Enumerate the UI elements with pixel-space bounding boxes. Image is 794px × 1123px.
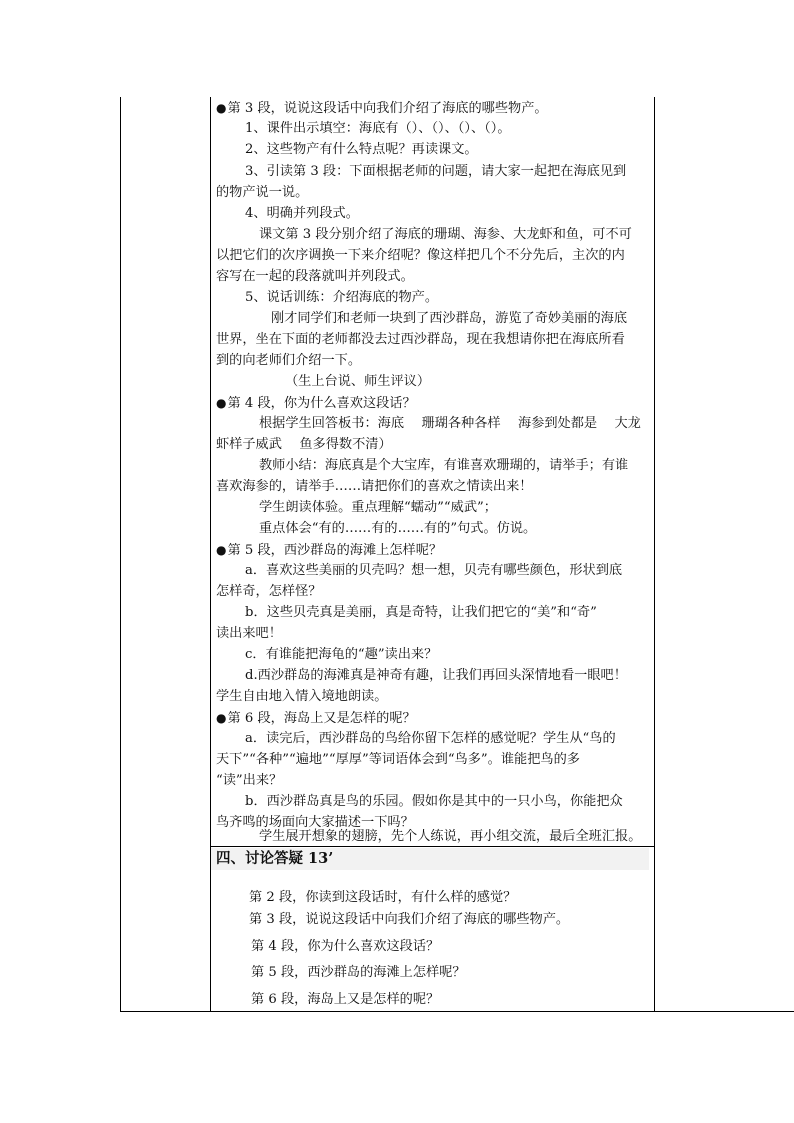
text-line: 课文第 3 段分别介绍了海底的珊瑚、海参、大龙虾和鱼，可不可 (259, 227, 632, 242)
text-line: a．喜欢这些美丽的贝壳吗？想一想，贝壳有哪些颜色，形状到底 (245, 563, 623, 578)
discussion-item: 第 2 段，你读到这段话时，有什么样的感觉？ (249, 890, 517, 905)
table-border-bottom (120, 1011, 794, 1012)
text-line: 学生展开想象的翅膀，先个人练说，再小组交流，最后全班汇报。 (259, 829, 642, 844)
section-title: 四、讨论答疑 13’ (216, 850, 334, 867)
text-line: b．这些贝壳真是美丽，真是奇特，让我们把它的“美”和“奇” (245, 605, 597, 620)
text-line: 刚才同学们和老师一块到了西沙群岛，游览了奇妙美丽的海底 (271, 311, 628, 326)
text-line: 重点体会“有的……有的……有的”句式。仿说。 (259, 521, 537, 536)
text-line: （生上台说、师生评议） (285, 374, 431, 389)
text-line: 怎样奇，怎样怪？ (216, 584, 322, 599)
segment-heading: 第 4 段，你为什么喜欢这段话？ (227, 396, 416, 411)
text-line: 鸟齐鸣的场面向大家描述一下吗？ (216, 815, 414, 830)
text-line: 以把它们的次序调换一下来介绍呢？像这样把几个不分先后，主次的内 (216, 248, 625, 263)
text-line: 2、这些物产有什么特点呢？再读课文。 (245, 142, 478, 157)
segment-heading: 第 5 段，西沙群岛的海滩上怎样呢？ (227, 543, 443, 558)
text-line: 学生朗读体验。重点理解“蠕动”“威武”； (259, 500, 497, 515)
bullet-icon: ● (216, 396, 227, 410)
discussion-item: 第 5 段，西沙群岛的海滩上怎样呢？ (251, 965, 466, 980)
text-line: c．有谁能把海龟的“趣”读出来？ (245, 647, 438, 662)
text-line: a．读完后，西沙群岛的鸟给你留下怎样的感觉呢？学生从“鸟的 (245, 731, 616, 746)
text-line: 4、明确并列段式。 (245, 206, 359, 221)
text-line: 容写在一起的段落就叫并列段式。 (216, 269, 414, 284)
text-line: 5、说话训练：介绍海底的物产。 (245, 290, 439, 305)
bullet-icon: ● (216, 543, 227, 557)
table-column-divider (654, 97, 655, 1012)
text-line (216, 98, 548, 119)
text-line: 世界，坐在下面的老师都没去过西沙群岛，现在我想请你把在海底所看 (216, 332, 625, 347)
text-line: b．西沙群岛真是鸟的乐园。假如你是其中的一只小鸟，你能把众 (245, 794, 623, 809)
text-line: “读”出来？ (216, 773, 283, 788)
text-line: 读出来吧！ (216, 626, 282, 641)
discussion-item: 第 3 段，说说这段话中向我们介绍了海底的哪些物产。 (249, 912, 570, 927)
text-line: 教师小结：海底真是个大宝库，有谁喜欢珊瑚的，请举手；有谁 (259, 458, 629, 473)
text-line: 3、引读第 3 段：下面根据老师的问题，请大家一起把在海底见到 (245, 164, 627, 179)
text-line (216, 540, 442, 561)
discussion-item: 第 6 段，海岛上又是怎样的呢？ (251, 992, 440, 1007)
bullet-icon: ● (216, 101, 227, 115)
segment-heading: 第 3 段，说说这段话中向我们介绍了海底的哪些物产。 (227, 101, 548, 116)
discussion-item: 第 4 段，你为什么喜欢这段话？ (251, 939, 440, 954)
text-line: 1、课件出示填空：海底有（）、（）、（）、（）。 (245, 121, 511, 136)
text-line: 根据学生回答板书：海底 珊瑚各种各样 海参到处都是 大龙 (259, 416, 641, 431)
text-line: d.西沙群岛的海滩真是神奇有趣，让我们再回头深情地看一眼吧！ (245, 668, 627, 683)
table-border-left (120, 97, 121, 1012)
text-line: 喜欢海参的，请举手……请把你们的喜欢之情读出来！ (216, 479, 533, 494)
text-line: 学生自由地入情入境地朗读。 (216, 689, 388, 704)
text-line: 虾样子威武 鱼多得数不清） (216, 437, 392, 452)
table-column-divider (210, 97, 211, 1012)
text-line (216, 708, 416, 729)
text-line (216, 393, 416, 414)
text-line: 的物产说一说。 (216, 185, 309, 200)
text-line: 天下”“各种”“遍地”“厚厚”等词语体会到“鸟多”。谁能把鸟的多 (216, 752, 580, 767)
bullet-icon: ● (216, 711, 227, 725)
segment-heading: 第 6 段，海岛上又是怎样的呢？ (227, 711, 416, 726)
text-line: 到的向老师们介绍一下。 (216, 353, 362, 368)
